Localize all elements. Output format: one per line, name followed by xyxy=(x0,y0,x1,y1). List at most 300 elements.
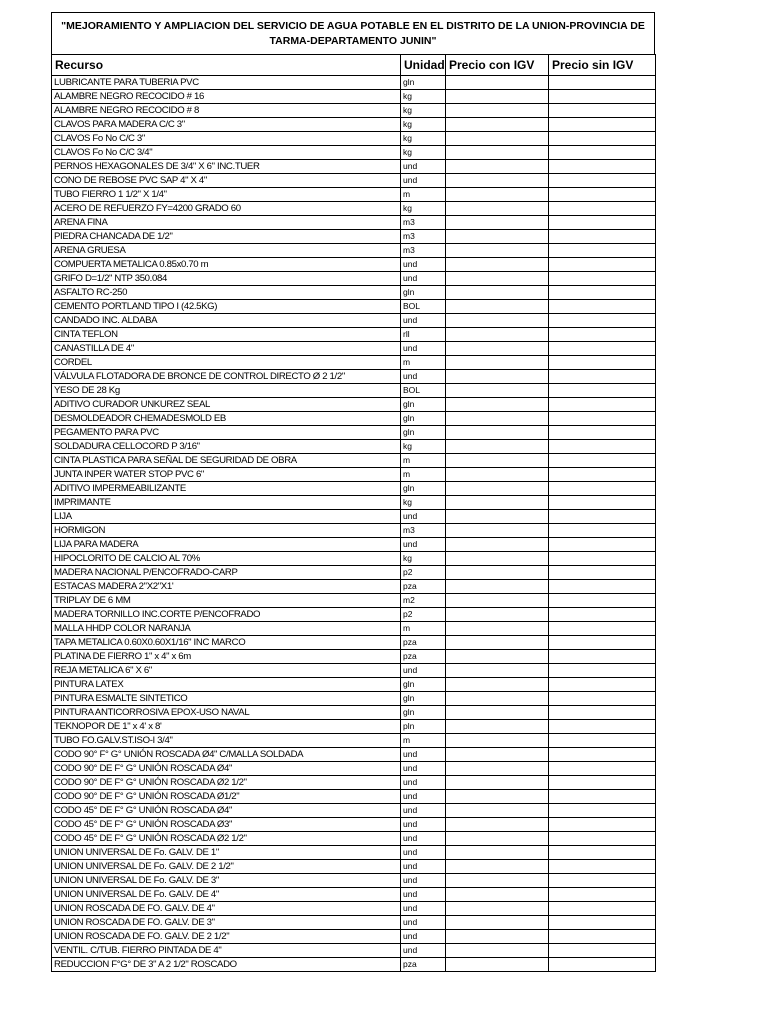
table-row xyxy=(52,258,656,272)
price-with-igv-cell xyxy=(446,776,549,790)
price-with-igv-cell xyxy=(446,580,549,594)
price-with-igv-cell xyxy=(446,748,549,762)
table-row xyxy=(52,104,656,118)
price-with-igv-cell xyxy=(446,804,549,818)
resource-cell: COMPUERTA METALICA 0.85x0.70 m xyxy=(52,258,401,272)
price-with-igv-cell xyxy=(446,692,549,706)
price-without-igv-cell xyxy=(549,510,656,524)
price-with-igv-cell xyxy=(446,76,549,90)
price-without-igv-cell xyxy=(549,76,656,90)
unit-cell: und xyxy=(401,258,446,272)
unit-cell: und xyxy=(401,748,446,762)
price-without-igv-cell xyxy=(549,524,656,538)
price-with-igv-cell xyxy=(446,860,549,874)
resource-cell: ASFALTO RC-250 xyxy=(52,286,401,300)
price-with-igv-cell xyxy=(446,202,549,216)
unit-cell: und xyxy=(401,510,446,524)
unit-cell: m3 xyxy=(401,524,446,538)
table-row xyxy=(52,328,656,342)
unit-cell: und xyxy=(401,860,446,874)
table-row xyxy=(52,720,656,734)
resource-cell: UNION UNIVERSAL DE Fo. GALV. DE 3" xyxy=(52,874,401,888)
resource-cell: CLAVOS Fo No C/C 3" xyxy=(52,132,401,146)
table-row xyxy=(52,846,656,860)
price-without-igv-cell xyxy=(549,538,656,552)
price-without-igv-cell xyxy=(549,552,656,566)
price-without-igv-cell xyxy=(549,622,656,636)
unit-cell: und xyxy=(401,930,446,944)
price-without-igv-cell xyxy=(549,202,656,216)
unit-cell: und xyxy=(401,818,446,832)
price-with-igv-cell xyxy=(446,874,549,888)
price-with-igv-cell xyxy=(446,762,549,776)
unit-cell: gln xyxy=(401,76,446,90)
resource-cell: ADITIVO IMPERMEABILIZANTE xyxy=(52,482,401,496)
table-row xyxy=(52,188,656,202)
table-row xyxy=(52,790,656,804)
price-with-igv-cell xyxy=(446,160,549,174)
table-row xyxy=(52,916,656,930)
price-with-igv-cell xyxy=(446,398,549,412)
resource-cell: HIPOCLORITO DE CALCIO AL 70% xyxy=(52,552,401,566)
table-row xyxy=(52,762,656,776)
unit-cell: m xyxy=(401,188,446,202)
unit-cell: kg xyxy=(401,90,446,104)
table-row xyxy=(52,454,656,468)
table-row xyxy=(52,818,656,832)
price-with-igv-cell xyxy=(446,832,549,846)
table-row xyxy=(52,636,656,650)
price-without-igv-cell xyxy=(549,916,656,930)
resource-cell: PERNOS HEXAGONALES DE 3/4" X 6" INC.TUER xyxy=(52,160,401,174)
resources-table xyxy=(51,54,656,972)
resource-cell: DESMOLDEADOR CHEMADESMOLD EB xyxy=(52,412,401,426)
table-row xyxy=(52,342,656,356)
table-row xyxy=(52,496,656,510)
price-with-igv-cell xyxy=(446,818,549,832)
unit-cell: und xyxy=(401,888,446,902)
price-without-igv-cell xyxy=(549,762,656,776)
unit-cell: kg xyxy=(401,104,446,118)
resource-cell: HORMIGON xyxy=(52,524,401,538)
price-with-igv-cell xyxy=(446,104,549,118)
resource-cell: JUNTA INPER WATER STOP PVC 6" xyxy=(52,468,401,482)
price-without-igv-cell xyxy=(549,342,656,356)
price-without-igv-cell xyxy=(549,398,656,412)
table-row xyxy=(52,174,656,188)
table-row xyxy=(52,608,656,622)
table-row xyxy=(52,832,656,846)
resource-cell: CONO DE REBOSE PVC SAP 4" X 4" xyxy=(52,174,401,188)
resource-cell: ADITIVO CURADOR UNKUREZ SEAL xyxy=(52,398,401,412)
table-row xyxy=(52,622,656,636)
unit-cell: m xyxy=(401,622,446,636)
price-without-igv-cell xyxy=(549,412,656,426)
price-with-igv-cell xyxy=(446,622,549,636)
unit-cell: m3 xyxy=(401,244,446,258)
unit-cell: rll xyxy=(401,328,446,342)
unit-cell: kg xyxy=(401,202,446,216)
resource-cell: REJA METALICA 6" X 6" xyxy=(52,664,401,678)
resource-cell: UNION ROSCADA DE FO. GALV. DE 3" xyxy=(52,916,401,930)
price-without-igv-cell xyxy=(549,860,656,874)
price-without-igv-cell xyxy=(549,146,656,160)
price-with-igv-cell xyxy=(446,944,549,958)
price-with-igv-cell xyxy=(446,608,549,622)
unit-cell: und xyxy=(401,664,446,678)
price-without-igv-cell xyxy=(549,706,656,720)
price-with-igv-cell xyxy=(446,636,549,650)
table-row xyxy=(52,580,656,594)
table-row xyxy=(52,860,656,874)
resource-cell: CODO 45° DE F° G° UNIÓN ROSCADA Ø3" xyxy=(52,818,401,832)
table-row xyxy=(52,482,656,496)
resource-cell: PINTURA LATEX xyxy=(52,678,401,692)
price-without-igv-cell xyxy=(549,846,656,860)
price-without-igv-cell xyxy=(549,258,656,272)
resource-cell: TRIPLAY DE 6 MM xyxy=(52,594,401,608)
resource-cell: MADERA TORNILLO INC.CORTE P/ENCOFRADO xyxy=(52,608,401,622)
table-row xyxy=(52,524,656,538)
resource-cell: TUBO FIERRO 1 1/2" X 1/4" xyxy=(52,188,401,202)
resource-cell: LIJA xyxy=(52,510,401,524)
price-without-igv-cell xyxy=(549,678,656,692)
table-row xyxy=(52,902,656,916)
resource-cell: CLAVOS Fo No C/C 3/4" xyxy=(52,146,401,160)
price-with-igv-cell xyxy=(446,146,549,160)
resource-cell: ACERO DE REFUERZO FY=4200 GRADO 60 xyxy=(52,202,401,216)
resource-cell: CODO 45° DE F° G° UNIÓN ROSCADA Ø2 1/2" xyxy=(52,832,401,846)
price-with-igv-cell xyxy=(446,188,549,202)
unit-cell: und xyxy=(401,272,446,286)
resource-cell: UNION ROSCADA DE FO. GALV. DE 2 1/2" xyxy=(52,930,401,944)
price-without-igv-cell xyxy=(549,104,656,118)
unit-cell: BOL xyxy=(401,300,446,314)
price-without-igv-cell xyxy=(549,286,656,300)
table-row xyxy=(52,244,656,258)
price-with-igv-cell xyxy=(446,594,549,608)
header-unidad: Unidad xyxy=(401,55,446,76)
resource-cell: TUBO FO.GALV.ST.ISO-I 3/4" xyxy=(52,734,401,748)
resource-cell: VENTIL. C/TUB. FIERRO PINTADA DE 4" xyxy=(52,944,401,958)
table-row xyxy=(52,944,656,958)
unit-cell: und xyxy=(401,776,446,790)
unit-cell: und xyxy=(401,832,446,846)
price-with-igv-cell xyxy=(446,734,549,748)
price-with-igv-cell xyxy=(446,300,549,314)
unit-cell: und xyxy=(401,874,446,888)
price-with-igv-cell xyxy=(446,482,549,496)
table-row xyxy=(52,664,656,678)
resource-cell: PIEDRA CHANCADA DE 1/2" xyxy=(52,230,401,244)
price-with-igv-cell xyxy=(446,524,549,538)
resource-cell: CANASTILLA DE 4" xyxy=(52,342,401,356)
price-without-igv-cell xyxy=(549,944,656,958)
price-with-igv-cell xyxy=(446,314,549,328)
resource-cell: ALAMBRE NEGRO RECOCIDO # 16 xyxy=(52,90,401,104)
table-row xyxy=(52,566,656,580)
price-without-igv-cell xyxy=(549,818,656,832)
resource-cell: YESO DE 28 Kg xyxy=(52,384,401,398)
price-with-igv-cell xyxy=(446,230,549,244)
resource-cell: CINTA TEFLON xyxy=(52,328,401,342)
price-with-igv-cell xyxy=(446,678,549,692)
table-row xyxy=(52,958,656,972)
price-without-igv-cell xyxy=(549,90,656,104)
price-with-igv-cell xyxy=(446,888,549,902)
price-with-igv-cell xyxy=(446,412,549,426)
resource-cell: PEGAMENTO PARA PVC xyxy=(52,426,401,440)
document-title: "MEJORAMIENTO Y AMPLIACION DEL SERVICIO DE AGUA POTABLE EN EL DISTRITO DE LA UNION-PROVINCIA DE TARMA-DEPARTAMENTO JUNIN" xyxy=(51,12,655,54)
table-row xyxy=(52,286,656,300)
price-without-igv-cell xyxy=(549,314,656,328)
price-with-igv-cell xyxy=(446,566,549,580)
unit-cell: kg xyxy=(401,440,446,454)
price-with-igv-cell xyxy=(446,720,549,734)
unit-cell: und xyxy=(401,174,446,188)
resource-cell: LUBRICANTE PARA TUBERIA PVC xyxy=(52,76,401,90)
price-without-igv-cell xyxy=(549,174,656,188)
price-without-igv-cell xyxy=(549,496,656,510)
table-row xyxy=(52,300,656,314)
price-without-igv-cell xyxy=(549,664,656,678)
price-without-igv-cell xyxy=(549,734,656,748)
price-without-igv-cell xyxy=(549,454,656,468)
resource-cell: UNION UNIVERSAL DE Fo. GALV. DE 1" xyxy=(52,846,401,860)
unit-cell: und xyxy=(401,916,446,930)
table-row xyxy=(52,552,656,566)
unit-cell: und xyxy=(401,902,446,916)
unit-cell: kg xyxy=(401,146,446,160)
table-row xyxy=(52,90,656,104)
unit-cell: m xyxy=(401,356,446,370)
price-with-igv-cell xyxy=(446,118,549,132)
unit-cell: und xyxy=(401,538,446,552)
price-with-igv-cell xyxy=(446,384,549,398)
price-without-igv-cell xyxy=(549,440,656,454)
resource-cell: CODO 90° DE F° G° UNIÓN ROSCADA Ø1/2" xyxy=(52,790,401,804)
price-without-igv-cell xyxy=(549,874,656,888)
unit-cell: kg xyxy=(401,118,446,132)
table-row xyxy=(52,510,656,524)
price-with-igv-cell xyxy=(446,538,549,552)
table-row xyxy=(52,160,656,174)
unit-cell: gln xyxy=(401,286,446,300)
price-without-igv-cell xyxy=(549,580,656,594)
price-with-igv-cell xyxy=(446,174,549,188)
price-without-igv-cell xyxy=(549,300,656,314)
unit-cell: gln xyxy=(401,692,446,706)
price-without-igv-cell xyxy=(549,272,656,286)
resource-cell: SOLDADURA CELLOCORD P 3/16" xyxy=(52,440,401,454)
table-row xyxy=(52,398,656,412)
unit-cell: gln xyxy=(401,412,446,426)
unit-cell: und xyxy=(401,790,446,804)
unit-cell: m xyxy=(401,468,446,482)
resource-cell: ALAMBRE NEGRO RECOCIDO # 8 xyxy=(52,104,401,118)
unit-cell: und xyxy=(401,370,446,384)
table-row xyxy=(52,426,656,440)
price-without-igv-cell xyxy=(549,370,656,384)
unit-cell: m3 xyxy=(401,230,446,244)
table-row xyxy=(52,678,656,692)
table-row xyxy=(52,230,656,244)
table-row xyxy=(52,538,656,552)
price-without-igv-cell xyxy=(549,748,656,762)
table-row xyxy=(52,930,656,944)
unit-cell: gln xyxy=(401,678,446,692)
price-with-igv-cell xyxy=(446,342,549,356)
price-with-igv-cell xyxy=(446,454,549,468)
table-row xyxy=(52,888,656,902)
price-without-igv-cell xyxy=(549,384,656,398)
price-with-igv-cell xyxy=(446,790,549,804)
price-with-igv-cell xyxy=(446,244,549,258)
price-without-igv-cell xyxy=(549,776,656,790)
price-with-igv-cell xyxy=(446,272,549,286)
price-with-igv-cell xyxy=(446,440,549,454)
price-without-igv-cell xyxy=(549,482,656,496)
table-row xyxy=(52,874,656,888)
resource-cell: LIJA PARA MADERA xyxy=(52,538,401,552)
unit-cell: m xyxy=(401,734,446,748)
header-precio-con-igv: Precio con IGV xyxy=(446,55,549,76)
resource-cell: PINTURA ESMALTE SINTETICO xyxy=(52,692,401,706)
unit-cell: und xyxy=(401,314,446,328)
unit-cell: pza xyxy=(401,958,446,972)
price-with-igv-cell xyxy=(446,958,549,972)
price-without-igv-cell xyxy=(549,356,656,370)
price-with-igv-cell xyxy=(446,496,549,510)
price-with-igv-cell xyxy=(446,132,549,146)
resource-cell: VÁLVULA FLOTADORA DE BRONCE DE CONTROL DIRECTO Ø 2 1/2" xyxy=(52,370,401,384)
table-row xyxy=(52,706,656,720)
price-without-igv-cell xyxy=(549,832,656,846)
price-without-igv-cell xyxy=(549,594,656,608)
unit-cell: m3 xyxy=(401,216,446,230)
price-with-igv-cell xyxy=(446,286,549,300)
price-with-igv-cell xyxy=(446,468,549,482)
unit-cell: gln xyxy=(401,398,446,412)
header-recurso: Recurso xyxy=(52,55,401,76)
table-row xyxy=(52,314,656,328)
resource-cell: CORDEL xyxy=(52,356,401,370)
price-without-igv-cell xyxy=(549,790,656,804)
table-row xyxy=(52,216,656,230)
price-without-igv-cell xyxy=(549,804,656,818)
table-row xyxy=(52,146,656,160)
unit-cell: gln xyxy=(401,706,446,720)
price-without-igv-cell xyxy=(549,118,656,132)
resource-cell: MALLA HHDP COLOR NARANJA xyxy=(52,622,401,636)
resource-cell: TEKNOPOR DE 1" x 4' x 8' xyxy=(52,720,401,734)
price-with-igv-cell xyxy=(446,426,549,440)
resource-cell: PINTURA ANTICORROSIVA EPOX-USO NAVAL xyxy=(52,706,401,720)
header-precio-sin-igv: Precio sin IGV xyxy=(549,55,656,76)
resource-cell: PLATINA DE FIERRO 1" x 4" x 6m xyxy=(52,650,401,664)
price-without-igv-cell xyxy=(549,930,656,944)
unit-cell: kg xyxy=(401,496,446,510)
resource-cell: UNION UNIVERSAL DE Fo. GALV. DE 4" xyxy=(52,888,401,902)
unit-cell: und xyxy=(401,762,446,776)
unit-cell: gln xyxy=(401,482,446,496)
price-with-igv-cell xyxy=(446,356,549,370)
table-row xyxy=(52,356,656,370)
unit-cell: m xyxy=(401,454,446,468)
spreadsheet xyxy=(51,12,655,972)
unit-cell: pza xyxy=(401,650,446,664)
table-row xyxy=(52,734,656,748)
table-row xyxy=(52,594,656,608)
price-with-igv-cell xyxy=(446,328,549,342)
resource-cell: CODO 90° DE F° G° UNIÓN ROSCADA Ø2 1/2" xyxy=(52,776,401,790)
price-without-igv-cell xyxy=(549,230,656,244)
price-with-igv-cell xyxy=(446,846,549,860)
unit-cell: und xyxy=(401,804,446,818)
unit-cell: p2 xyxy=(401,566,446,580)
table-row xyxy=(52,370,656,384)
table-row xyxy=(52,76,656,90)
unit-cell: m2 xyxy=(401,594,446,608)
resource-cell: CINTA PLASTICA PARA SEÑAL DE SEGURIDAD DE OBRA xyxy=(52,454,401,468)
price-without-igv-cell xyxy=(549,328,656,342)
table-row xyxy=(52,748,656,762)
unit-cell: kg xyxy=(401,552,446,566)
price-without-igv-cell xyxy=(549,244,656,258)
resource-cell: CANDADO INC. ALDABA xyxy=(52,314,401,328)
unit-cell: BOL xyxy=(401,384,446,398)
price-with-igv-cell xyxy=(446,664,549,678)
unit-cell: und xyxy=(401,944,446,958)
table-body xyxy=(52,76,656,972)
table-row xyxy=(52,118,656,132)
price-with-igv-cell xyxy=(446,216,549,230)
resource-cell: UNION UNIVERSAL DE Fo. GALV. DE 2 1/2" xyxy=(52,860,401,874)
table-row xyxy=(52,202,656,216)
unit-cell: und xyxy=(401,160,446,174)
resource-cell: GRIFO D=1/2" NTP 350.084 xyxy=(52,272,401,286)
table-row xyxy=(52,440,656,454)
price-without-igv-cell xyxy=(549,692,656,706)
price-without-igv-cell xyxy=(549,216,656,230)
price-with-igv-cell xyxy=(446,510,549,524)
table-row xyxy=(52,384,656,398)
unit-cell: und xyxy=(401,342,446,356)
price-with-igv-cell xyxy=(446,706,549,720)
price-with-igv-cell xyxy=(446,90,549,104)
resource-cell: IMPRIMANTE xyxy=(52,496,401,510)
resource-cell: CLAVOS PARA MADERA C/C 3" xyxy=(52,118,401,132)
price-without-igv-cell xyxy=(549,958,656,972)
resource-cell: ARENA GRUESA xyxy=(52,244,401,258)
price-without-igv-cell xyxy=(549,188,656,202)
unit-cell: pln xyxy=(401,720,446,734)
table-row xyxy=(52,272,656,286)
table-row xyxy=(52,650,656,664)
table-header-row xyxy=(52,55,656,76)
unit-cell: pza xyxy=(401,636,446,650)
resource-cell: UNION ROSCADA DE FO. GALV. DE 4" xyxy=(52,902,401,916)
price-without-igv-cell xyxy=(549,888,656,902)
table-row xyxy=(52,468,656,482)
price-with-igv-cell xyxy=(446,552,549,566)
price-with-igv-cell xyxy=(446,650,549,664)
price-without-igv-cell xyxy=(549,468,656,482)
unit-cell: kg xyxy=(401,132,446,146)
resource-cell: ARENA FINA xyxy=(52,216,401,230)
table-row xyxy=(52,132,656,146)
table-row xyxy=(52,412,656,426)
